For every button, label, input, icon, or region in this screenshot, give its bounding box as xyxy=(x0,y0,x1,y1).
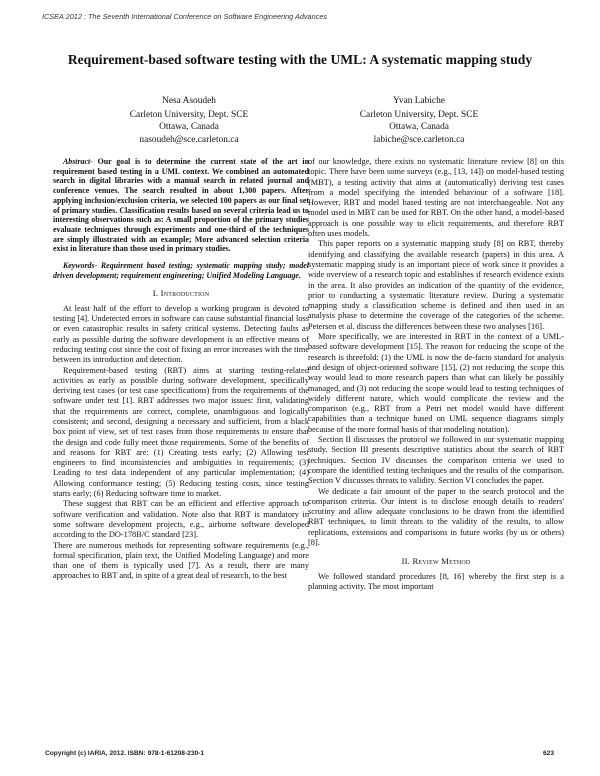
paragraph: There are numerous methods for representing software requirements (e.g., formal specification, plain text, the Unified Modeling Language) and more than one of them is typically used [7]. As a result, there are many approaches to RBT and, in spite of a great deal of research, to the best xyxy=(53,540,309,581)
author-name: Yvan Labiche xyxy=(393,96,445,106)
paper-title: Requirement-based software testing with the UML: A systematic mapping study xyxy=(67,52,533,67)
keywords-label: Keywords- xyxy=(63,261,98,271)
section-heading-review-method: II. Review Method xyxy=(401,556,471,567)
author-email: labiche@sce.carleton.ca xyxy=(373,134,465,145)
keywords-text: Requirement based testing; systematic mapping study; model driven development; requirement engineering; Unified Modeling Language. xyxy=(53,261,309,280)
paragraph: These suggest that RBT can be an efficient and effective approach to software verification and validation. Note also that RBT is mandatory in some software development projects, e.g., airborne software developed according to the DO-178B/C standard [23]. xyxy=(53,499,309,540)
author-block xyxy=(319,95,519,146)
author-affiliation: Carleton University, Dept. SCE xyxy=(359,110,479,121)
abstract xyxy=(53,157,309,254)
author-name: Nesa Asoudeh xyxy=(162,96,216,106)
abstract-label: Abstract- xyxy=(63,157,93,166)
author-block xyxy=(89,95,289,146)
paragraph: We dedicate a fair amount of the paper to the search protocol and the comparison criteria. Our intent is to disclose enough details to readers' scrutiny and allow adequate conclusions to be drawn from the identified RBT techniques, to limit threats to the validity of the results, to allow replications, extensions and comparisons in future works (by us or others) [8]. xyxy=(308,486,564,547)
keywords xyxy=(53,261,309,280)
author-city: Ottawa, Canada xyxy=(389,122,449,133)
section-heading-introduction: I. Introduction xyxy=(152,288,210,299)
author-affiliation: Carleton University, Dept. SCE xyxy=(129,110,249,121)
page-number: 623 xyxy=(542,750,554,757)
paragraph: of our knowledge, there exists no systematic literature review [8] on this topic. There have been some surveys (e.g., [13, 14]) on model-based testing (MBT), a testing activity that aims at (automatically) deriving test cases from a model specifying the intended behaviour of a software [18]. However, RBT and model based testing are not interchangeable. Not any model used in MBT can be used for RBT. On the other hand, a model-based approach is one possible way to elicit requirements, and therefore RBT often uses models. xyxy=(308,157,564,239)
paragraph: Section II discusses the protocol we followed in our systematic mapping study. Section III presents descriptive statistics about the search of RBT techniques. Section IV discusses the comparison criteria we used to compare the identified testing techniques and the results of the comparison. Section V discusses threats to validity. Section VI concludes the paper. xyxy=(308,435,564,486)
author-email: nasoudeh@sce.carleton.ca xyxy=(139,134,239,145)
footer-copyright: Copyright (c) IARIA, 2012. ISBN: 978-1-61208-230-1 xyxy=(45,750,205,757)
left-column xyxy=(53,157,309,582)
paragraph: Requirement-based testing (RBT) aims at starting testing-related activities as early as possible during software development, specifically deriving test cases (or test case specifications) from the requirements of the software under test [1]. RBT addresses two major issues: first, validating that the requirements are correct, complete, unambiguous and logically consistent; and second, designing a necessary and sufficient, from a black box point of view, set of test cases from those requirements to ensure that the design and code fully meet those requirements. Some of the benefits of and reasons for RBT are: (1) Creating tests early; (2) Allowing test engineers to find inconsistencies and ambiguities in requirements; (3) Leading to test data independent of any particular implementation; (4) Allowing conformance testing; (5) Reducing testing costs, since testing starts early; (6) Reducing software time to market. xyxy=(53,365,309,499)
author-city: Ottawa, Canada xyxy=(159,122,219,133)
paragraph: This paper reports on a systematic mapping study [8] on RBT, thereby identifying and classifying the available research (papers) in this area. A systematic mapping study is an important piece of work since it provides a wide overview of a research topic and establishes if research evidence exists in the area. It also provides an indication of the quantity of the evidence, prior to conducting a systematic literature review. During a systematic mapping study a classification scheme is defined and then used in an analysis phase to determine the coverage of the categories of the scheme. Petersen et al. discuss the differences between these two analyses [16]. xyxy=(308,239,564,331)
abstract-text: Our goal is to determine the current state of the art in requirement based testing in a UML context. We combined an automated search in digital libraries with a manual search in related journal and conference venues. The search resulted in about 1,300 papers. After applying inclusion/exclusion criteria, we selected 100 papers as our final set of primary studies. Classification results based on several criteria lead us to interesting observations such as: A small proportion of the primary studies evaluate techniques through experiments and one-third of the techniques are simply illustrated with an example; More advanced selection criteria exist in literature than those used in primary studies. xyxy=(53,157,309,254)
right-column xyxy=(308,157,564,592)
paragraph: We followed standard procedures [8, 16] whereby the first step is a planning activity. The most important xyxy=(308,571,564,591)
paragraph: More specifically, we are interested in RBT in the context of a UML-based software development [15]. The reason for reducing the scope of the research is threefold: (1) the UML is now the de-facto standard for analysis and design of object-oriented software [15], (2) not reducing the scope this way would lead to more research papers than what can likely be possibly managed, and (3) not reducing the scope would lead to testing techniques of widely different nature, which would complicate the review and the comparison (e.g., RBT from a Petri net model would have different capabilities than a technique based on UML sequence diagrams simply because of the more formal basis of that modeling notation). xyxy=(308,332,564,434)
running-header: ICSEA 2012 : The Seventh International Conference on Software Engineering Advances xyxy=(42,12,328,21)
paragraph: At least half of the effort to develop a working program is devoted to testing [4]. Undetected errors in software can cause substantial financial loss or even catastrophic results in safety critical systems. Detecting faults as early as possible during the software development is an effective means of reducing testing cost since the cost of fixing an error increases with the time between its introduction and detection. xyxy=(53,303,309,365)
